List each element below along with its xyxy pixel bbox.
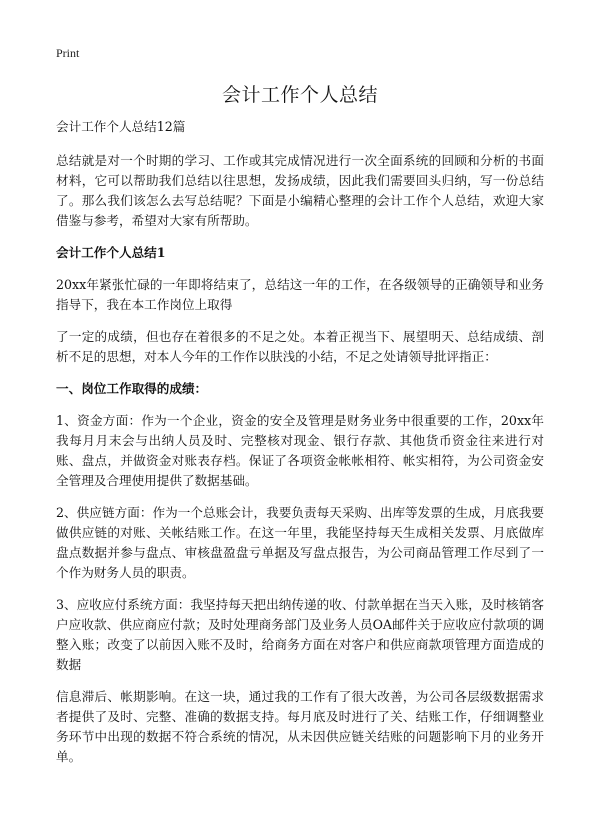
part-heading: 一、岗位工作取得的成绩： bbox=[56, 381, 208, 396]
document-subtitle: 会计工作个人总结12篇 bbox=[56, 119, 186, 134]
intro-paragraph: 总结就是对一个时期的学习、工作或其完成情况进行一次全面系统的回顾和分析的书面材料，它可以帮助我们总结以往思想，发扬成绩，因此我们需要回头归纳，写一份总结了。那么我们该怎么去写总结呢？下面是小编精心整理的会计工作个人总结，欢迎大家借鉴与参考，希望对大家有所帮助。 bbox=[56, 153, 544, 228]
body-paragraph: 了一定的成绩，但也存在着很多的不足之处。本着正视当下、展望明天、总结成绩、剖析不足的思想，对本人今年的工作作以肤浅的小结，不足之处请领导批评指正： bbox=[56, 329, 544, 364]
list-item: 3、应收应付系统方面：我坚持每天把出纳传递的收、付款单据在当天入账，及时核销客户应收款、供应商应付款；及时处理商务部门及业务人员OA邮件关于应收应付款项的调整入账；改变了以前因入账不及时，给商务方面在对客户和供应商款项管理方面造成的数据 bbox=[56, 597, 544, 672]
document-title: 会计工作个人总结 bbox=[221, 84, 378, 106]
body-paragraph: 20xx年紧张忙碌的一年即将结束了，总结这一年的工作，在各级领导的正确领导和业务指导下，我在本工作岗位上取得 bbox=[56, 277, 544, 312]
body-paragraph: 信息滞后、帐期影响。在这一块，通过我的工作有了很大改善，为公司各层级数据需求者提供了及时、完整、准确的数据支持。每月底及时进行了关、结账工作，仔细调整业务环节中出现的数据不符合系统的情况，从未因供应链关结账的问题影响下月的业务开单。 bbox=[56, 689, 544, 764]
document-body bbox=[56, 117, 544, 779]
list-item: 1、资金方面：作为一个企业，资金的安全及管理是财务业务中很重要的工作，20xx年我每月月末会与出纳人员及时、完整核对现金、银行存款、其他货币资金往来进行对账、盘点，并做资金对账表存档。保证了各项资金帐帐相符、帐实相符，为公司资金安全管理及合理使用提供了数据基础。 bbox=[56, 413, 544, 488]
section-heading: 会计工作个人总结1 bbox=[56, 245, 166, 260]
print-label: Print bbox=[56, 46, 80, 60]
list-item: 2、供应链方面：作为一个总账会计，我要负责每天采购、出库等发票的生成，月底我要做供应链的对账、关帐结账工作。在这一年里，我能坚持每天生成相关发票、月底做库盘点数据并参与盘点、审核盘盈盘亏单据及写盘点报告，为公司商品管理工作尽到了一个作为财务人员的职责。 bbox=[56, 505, 544, 580]
